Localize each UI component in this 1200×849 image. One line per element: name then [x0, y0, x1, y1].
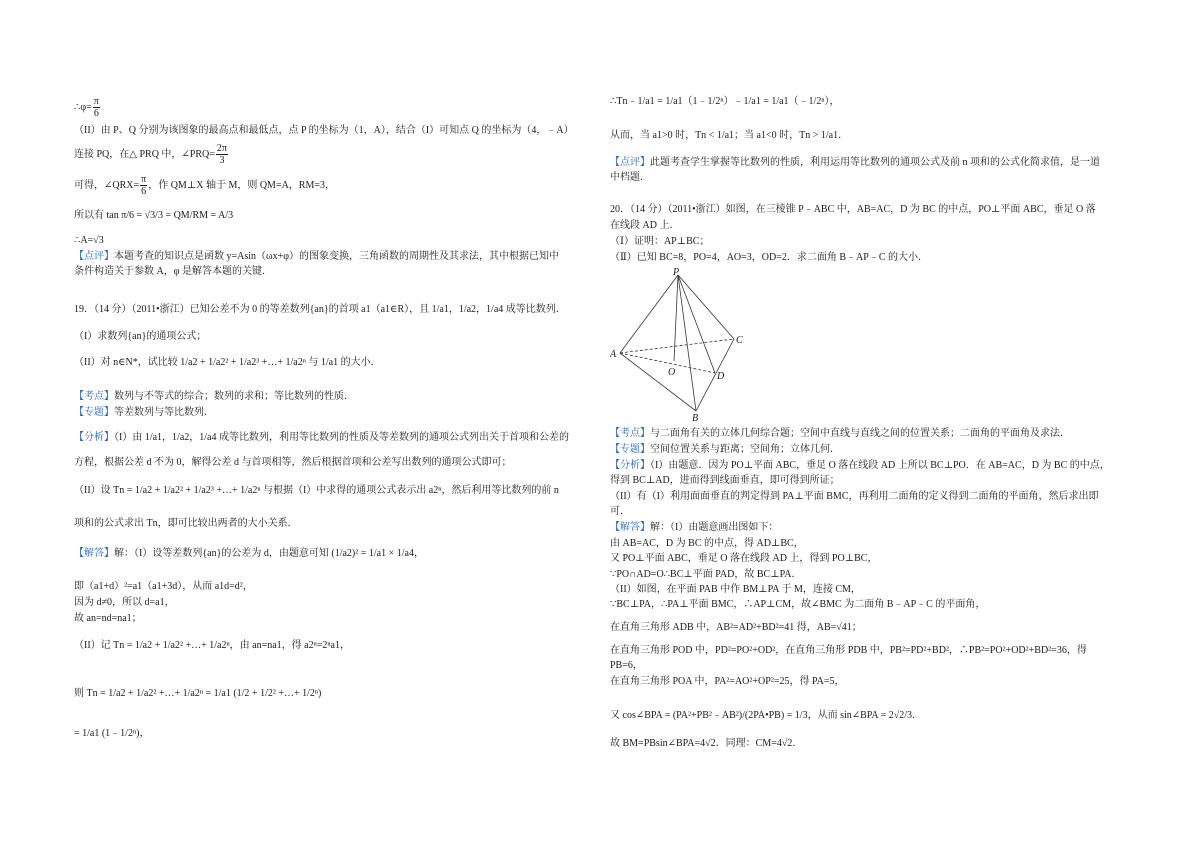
text-line: 可得，∠QRX= $\frac{\pi}{6}$ ，作 QM⊥X 轴于 M，则 QM=A，RM=3， — [74, 174, 336, 197]
fenxi-line: 【分析】（I）由 1/a1，1/a2，1/a4 成等比数列，利用等比数列的性质及等差数列的通项公式列出关于首项和公差的 — [74, 432, 569, 443]
edge-PD — [678, 275, 715, 373]
text-line: 又 cos∠BPA = (PA²+PB²﹣AB²)/(2PA•PB) = 1/3，从而 sin∠BPA = 2√2/3． — [610, 710, 923, 721]
text-line: 条件构造关于参数 A，φ 是解答本题的关键． — [74, 266, 272, 277]
text-line: ∵PO∩AD=O∴BC⊥平面 PAD，故 BC⊥PA． — [610, 569, 802, 580]
fenxi-line: 【分析】（I）由题意．因为 PO⊥平面 ABC，垂足 O 落在线段 AD 上所以 BC⊥PO．在 AB=AC，D 为 BC 的中点， — [610, 460, 1110, 471]
text-line: 可． — [610, 506, 630, 517]
text-line: PB=6， — [610, 660, 643, 671]
label-B: B — [692, 413, 699, 424]
label-A: A — [610, 349, 617, 360]
text-line: ∴Tn﹣1/a1 = 1/a1（1﹣1/2ⁿ）﹣1/a1 = 1/a1（﹣1/2ⁿ）， — [610, 96, 840, 107]
text-line: （Ⅰ）证明：AP⊥BC； — [610, 236, 710, 247]
label-D: D — [717, 371, 725, 382]
comment-line: 【点评】此题考查学生掌握等比数列的性质，利用运用等比数列的通项公式及前 n 项和的公式化简求值，是一道 — [610, 157, 1100, 168]
text-line: 又 PO⊥平面 ABC，垂足 O 落在线段 AD 上，得到 PO⊥BC， — [610, 553, 878, 564]
edge-AB — [620, 353, 696, 411]
text-line: = 1/a1 (1﹣1/2ⁿ)， — [74, 728, 150, 739]
text-line: （Ⅱ）已知 BC=8，PO=4，AO=3，OD=2．求二面角 B﹣AP﹣C 的大小． — [610, 252, 928, 263]
comment-line: 【点评】本题考查的知识点是函数 y=Asin（ωx+φ）的图象变换，三角函数的周期性及其求法，其中根据已知中 — [74, 251, 560, 262]
jieda-line: 【解答】解：（I）设等差数列{an}的公差为 d，由题意可知 (1/a2)² = 1/a1 × 1/a4， — [74, 548, 424, 559]
text-line: 在直角三角形 ADB 中，AB²=AD²+BD²=41 得，AB=√41； — [610, 622, 862, 633]
text-line: ∵BC⊥PA，∴PA⊥平面 BMC，∴AP⊥CM，故∠BMC 为二面角 B﹣AP﹣C 的平面角， — [610, 599, 986, 610]
question-19: 19．（14 分）（2011•浙江）已知公差不为 0 的等差数列{an}的首项 a1（a1∈R），且 1/a1，1/a2，1/a4 成等比数列． — [74, 304, 566, 315]
jieda-line: 【解答】解：（I）由题意画出图如下： — [610, 522, 779, 533]
text-line: 故 an=nd=na1； — [74, 613, 142, 624]
kaodian-line: 【考点】与二面角有关的立体几何综合题；空间中直线与直线之间的位置关系；二面角的平面角及求法． — [610, 428, 1070, 439]
text-line: （II）有（I）利用面面垂直的判定得到 PA⊥平面 BMC，再利用二面角的定义得到二面角的平面角，然后求出即 — [610, 491, 1099, 502]
text-line: 连接 PQ，在△ PRQ 中，∠PRQ= $\frac{2\pi}{3}$ — [74, 143, 227, 166]
text-line: 方程，根据公差 d 不为 0，解得公差 d 与首项相等，然后根据首项和公差写出数列的通项公式即可； — [74, 457, 512, 468]
text-line: （II）设 Tn = 1/a2 + 1/a2² + 1/a2³ +…+ 1/a2ⁿ 与根据（I）中求得的通项公式表示出 a2ⁿ，然后利用等比数列的前 n — [74, 485, 559, 496]
text-line: 在直角三角形 POA 中，PA²=AO²+OP²=25，得 PA=5， — [610, 676, 845, 687]
text-line: 项和的公式求出 Tn，即可比较出两者的大小关系． — [74, 518, 298, 529]
question-20: 20．（14 分）（2011•浙江）如图，在三棱锥 P﹣ABC 中，AB=AC，D 为 BC 的中点，PO⊥平面 ABC，垂足 O 落 — [610, 204, 1096, 215]
text-line: 得到 BC⊥AD，进而得到线面垂直，即可得到所证； — [610, 475, 840, 486]
edge-PO — [674, 275, 678, 361]
text-line: 故 BM=PBsin∠BPA=4√2．同理：CM=4√2． — [610, 738, 803, 749]
zhuanti-line: 【专题】空间位置关系与距离；空间角；立体几何． — [610, 444, 840, 455]
text-line: 在直角三角形 POD 中，PD²=PO²+OD²，在直角三角形 PDB 中，PB²=PD²+BD²，∴PB²=PO²+OD²+BD²=36，得 — [610, 645, 1087, 656]
text-line: （II）如图，在平面 PAB 中作 BM⊥PA 于 M，连接 CM， — [610, 584, 861, 595]
text-line: （II）由 P、Q 分别为该图象的最高点和最低点，点 P 的坐标为（1，A），结合（I）可知点 Q 的坐标为（4，﹣A） — [74, 125, 574, 136]
text-line: 则 Tn = 1/a2 + 1/a2² +…+ 1/a2ⁿ = 1/a1 (1/2 + 1/2² +…+ 1/2ⁿ) — [74, 688, 322, 699]
text-line: 中档题． — [610, 172, 650, 183]
text-line: 由 AB=AC，D 为 BC 的中点，得 AD⊥BC， — [610, 538, 804, 549]
phi-result: ∴φ= $\frac{\pi}{6}$ — [74, 96, 99, 119]
text-line: （II）记 Tn = 1/a2 + 1/a2² +…+ 1/a2ⁿ，由 an=na1，得 a2ⁿ=2ⁿa1， — [74, 640, 350, 651]
edge-PB — [678, 275, 696, 411]
edge-PA — [620, 275, 678, 353]
zhuanti-line: 【专题】等差数列与等比数列． — [74, 407, 214, 418]
edge-BC — [696, 339, 734, 411]
text-line: 在线段 AD 上． — [610, 220, 680, 231]
edge-PC — [678, 275, 734, 339]
text-line: 从而，当 a1>0 时，Tn < 1/a1；当 a1<0 时，Tn > 1/a1． — [610, 130, 849, 141]
edge-AC — [620, 339, 734, 353]
text-line: （I）求数列{an}的通项公式； — [74, 331, 207, 342]
fraction: $\frac{\pi}{6}$ — [141, 174, 147, 197]
fraction: $\frac{2\pi}{3}$ — [216, 143, 227, 166]
kaodian-line: 【考点】数列与不等式的综合；数列的求和；等比数列的性质． — [74, 391, 354, 402]
label-C: C — [736, 335, 743, 346]
text-line: 所以有 tan π/6 = √3/3 = QM/RM = A/3 — [74, 210, 234, 221]
text-line: （II）对 n∈N*，试比较 1/a2 + 1/a2² + 1/a2³ +…+ 1/a2ⁿ 与 1/a1 的大小． — [74, 357, 381, 368]
fraction: $\frac{\pi}{6}$ — [93, 96, 99, 119]
text-line: ∴A=√3 — [74, 235, 104, 246]
label-P: P — [673, 267, 680, 278]
text-line: 即（a1+d）²=a1（a1+3d），从而 a1d=d²， — [74, 581, 253, 592]
label-O: O — [668, 367, 676, 378]
text-line: 因为 d≠0，所以 d=a1， — [74, 597, 175, 608]
pyramid-figure — [610, 265, 760, 425]
